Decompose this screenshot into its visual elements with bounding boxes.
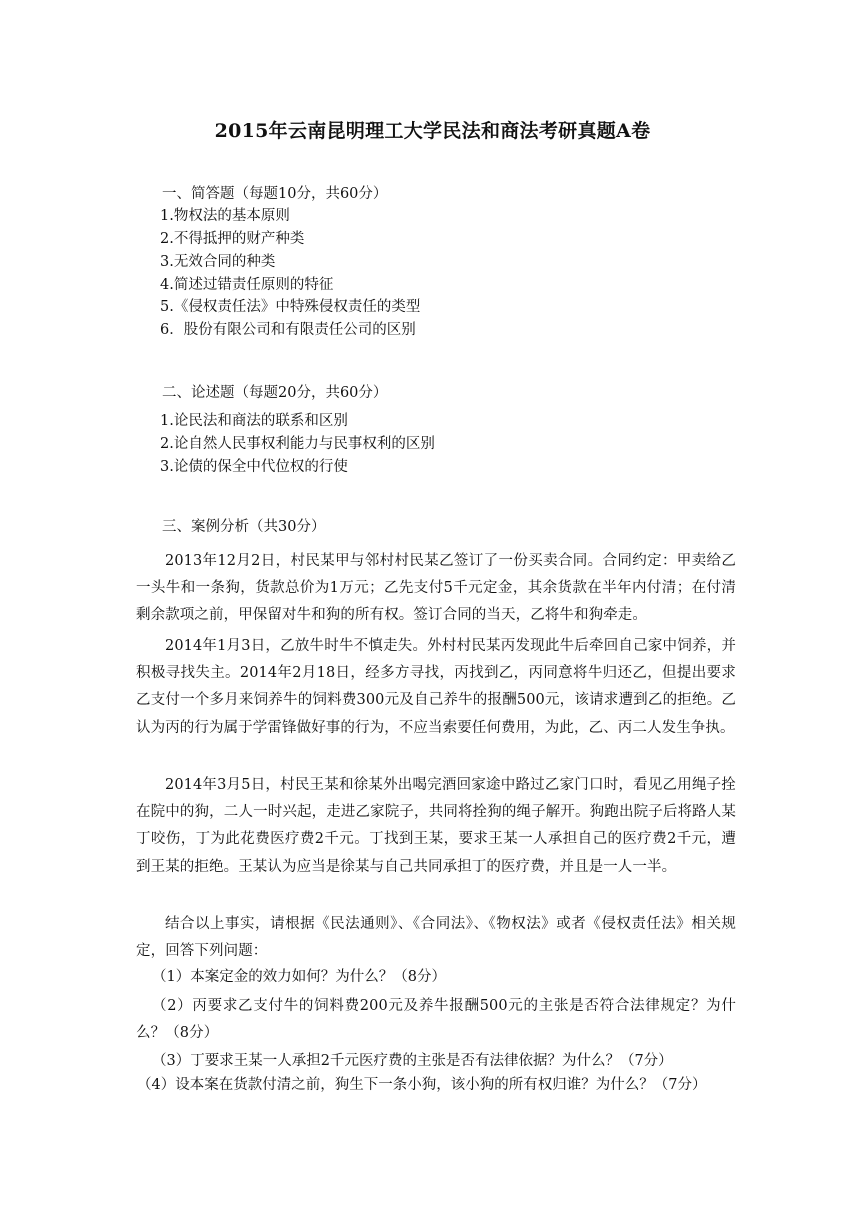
case-paragraph: 2014年3月5日，村民王某和徐某外出喝完酒回家途中路过乙家门口时，看见乙用绳子拴在院中的狗，二人一时兴起，走进乙家院子，共同将拴狗的绳子解开。狗跑出院子后将路人某丁咬伤，丁为此花费医疗费2千元。丁找到王某，要求王某一人承担自己的医疗费2千元，遭到王某的拒绝。王某认为应当是徐某与自己共同承担丁的医疗费，并且是一人一半。 [136,777,736,875]
question-item: 5.《侵权责任法》中特殊侵权责任的类型 [160,299,421,315]
question-item: 2.论自然人民事权利能力与民事权利的区别 [160,436,435,452]
question-item: 4.简述过错责任原则的特征 [160,277,334,293]
question-item: 3.无效合同的种类 [160,254,276,270]
section-heading-case-analysis: 三、案例分析（共30分） [162,519,326,535]
section-heading-essay: 二、论述题（每题20分，共60分） [162,385,388,401]
case-paragraph: 结合以上事实，请根据《民法通则》、《合同法》、《物权法》或者《侵权责任法》相关规定，回答下列问题： [136,916,736,960]
question-item: 6．股份有限公司和有限责任公司的区别 [160,322,416,338]
case-question: （4）设本案在货款付清之前，狗生下一条小狗，该小狗的所有权归谁？为什么？（7分） [137,1077,707,1093]
case-question: （3）丁要求王某一人承担2千元医疗费的主张是否有法律依据？为什么？（7分） [152,1053,673,1069]
question-item: 1.论民法和商法的联系和区别 [160,413,348,429]
question-item: 2.不得抵押的财产种类 [160,231,305,247]
case-question: （2）丙要求乙支付牛的饲料费200元及养牛报酬500元的主张是否符合法律规定？为什么？（8分） [136,998,736,1042]
section-heading-short-answer: 一、简答题（每题10分，共60分） [162,186,388,202]
case-question: （1）本案定金的效力如何？为什么？（8分） [152,969,446,985]
question-item: 1.物权法的基本原则 [160,208,290,224]
case-paragraph: 2014年1月3日，乙放牛时牛不慎走失。外村村民某丙发现此牛后牵回自己家中饲养，并积极寻找失主。2014年2月18日，经多方寻找，丙找到乙，丙同意将牛归还乙，但提出要求乙支付一个多月来饲养牛的饲料费300元及自己养牛的报酬500元，该请求遭到乙的拒绝。乙认为丙的行为属于学雷锋做好事的行为，不应当索要任何费用，为此，乙、丙二人发生争执。 [136,638,736,736]
document-title: 2015年云南昆明理工大学民法和商法考研真题A卷 [214,120,651,142]
case-paragraph: 2013年12月2日，村民某甲与邻村村民某乙签订了一份买卖合同。合同约定：甲卖给乙一头牛和一条狗，货款总价为1万元；乙先支付5千元定金，其余货款在半年内付清；在付清剩余款项之前，甲保留对牛和狗的所有权。签订合同的当天，乙将牛和狗牵走。 [136,553,736,624]
question-item: 3.论债的保全中代位权的行使 [160,459,348,475]
